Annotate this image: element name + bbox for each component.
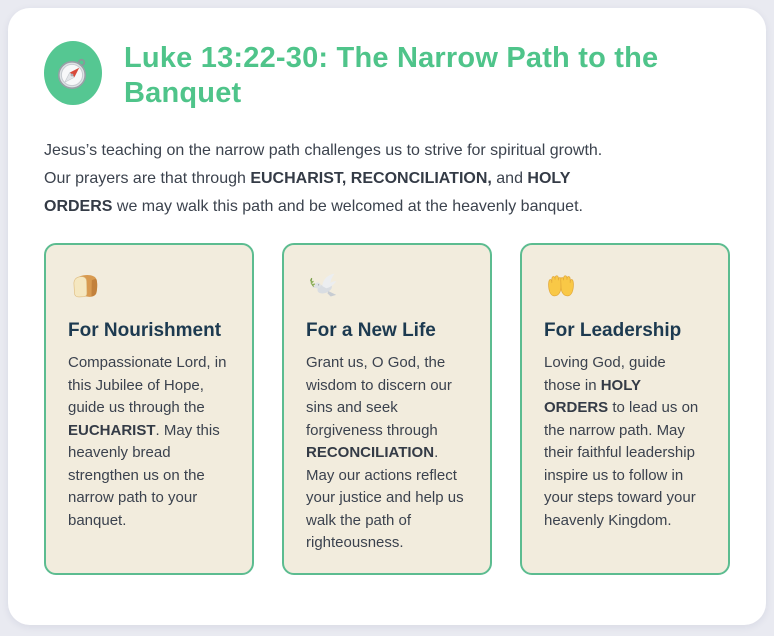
- card-text: Compassionate Lord, in this Jubilee of Hope, guide us through the EUCHARIST. May this heavenly bread strengthen us on the narrow path to your banquet.: [68, 354, 227, 529]
- bread-icon: [68, 269, 230, 303]
- card-leadership: [520, 243, 730, 575]
- card-text: Loving God, guide those in HOLY ORDERS to lead us on the narrow path. May their faithful leadership inspire us to follow in your steps toward your heavenly Kingdom.: [544, 354, 699, 529]
- content-sheet: [8, 8, 766, 625]
- compass-icon: [44, 41, 102, 105]
- header: [44, 41, 730, 111]
- open-hands-icon: [544, 269, 706, 303]
- card-text: Grant us, O God, the wisdom to discern our sins and seek forgiveness through RECONCILIATION. May our actions reflect your justice and help us walk the path of righteousness.: [306, 354, 464, 551]
- page-title: Luke 13:22-30: The Narrow Path to the Banquet: [124, 42, 659, 109]
- card-title: For a New Life: [306, 320, 436, 341]
- prayer-cards: [44, 243, 730, 575]
- card-nourishment: [44, 243, 254, 575]
- card-title: For Nourishment: [68, 320, 222, 341]
- intro-paragraph: Jesus’s teaching on the narrow path challenges us to strive for spiritual growth. Our prayers are that through EUCHARIST, RECONCILIATION, and HOLY ORDERS we may walk this path and be welcomed at the heavenly banquet.: [44, 142, 603, 215]
- card-title: For Leadership: [544, 320, 682, 341]
- card-new-life: [282, 243, 492, 575]
- compass-icon-glyph: [53, 53, 93, 93]
- dove-icon: [306, 269, 468, 303]
